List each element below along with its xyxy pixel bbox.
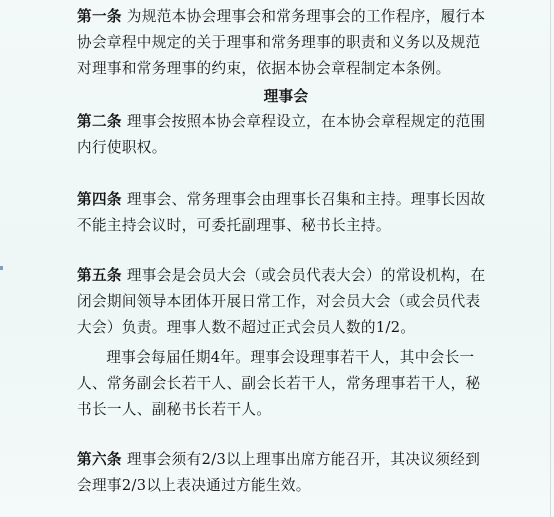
article-label: 第四条 xyxy=(77,191,122,208)
article-6 xyxy=(77,447,495,499)
page-edge-line xyxy=(550,0,551,517)
article-label: 第五条 xyxy=(77,267,122,284)
section-heading: 理事会 xyxy=(263,88,309,105)
article-text: 理事会按照本协会章程设立，在本协会章程规定的范围内行使职权。 xyxy=(77,113,486,156)
article-5-paragraph-2: 理事会每届任期4年。理事会设理事若干人，其中会长一人、常务副会长若干人、副会长若干人，常务理事若干人，秘书长一人、副秘书长若干人。 xyxy=(77,349,481,418)
article-text: 理事会、常务理事会由理事长召集和主持。理事长因故不能主持会议时，可委托副理事、秘书长主持。 xyxy=(77,191,486,234)
page-edge-mark xyxy=(0,266,3,270)
article-4 xyxy=(77,187,495,239)
article-label: 第六条 xyxy=(77,451,122,468)
article-text: 理事会是会员大会（或会员代表大会）的常设机构，在闭会期间领导本团体开展日常工作，对会员大会（或会员代表大会）负责。理事人数不超过正式会员人数的1/2。 xyxy=(77,267,486,336)
article-2 xyxy=(77,109,495,161)
article-text: 为规范本协会理事会和常务理事会的工作程序，履行本协会章程中规定的关于理事和常务理事的职责和义务以及规范对理事和常务理事的约束，依据本协会章程制定本条例。 xyxy=(77,8,486,77)
article-label: 第二条 xyxy=(77,113,122,130)
article-1 xyxy=(77,4,495,82)
document-body xyxy=(77,4,495,499)
article-label: 第一条 xyxy=(77,8,122,25)
article-text: 理事会须有2/3以上理事出席方能召开，其决议须经到会理事2/3以上表决通过方能生效。 xyxy=(77,451,481,494)
article-5 xyxy=(77,263,495,341)
